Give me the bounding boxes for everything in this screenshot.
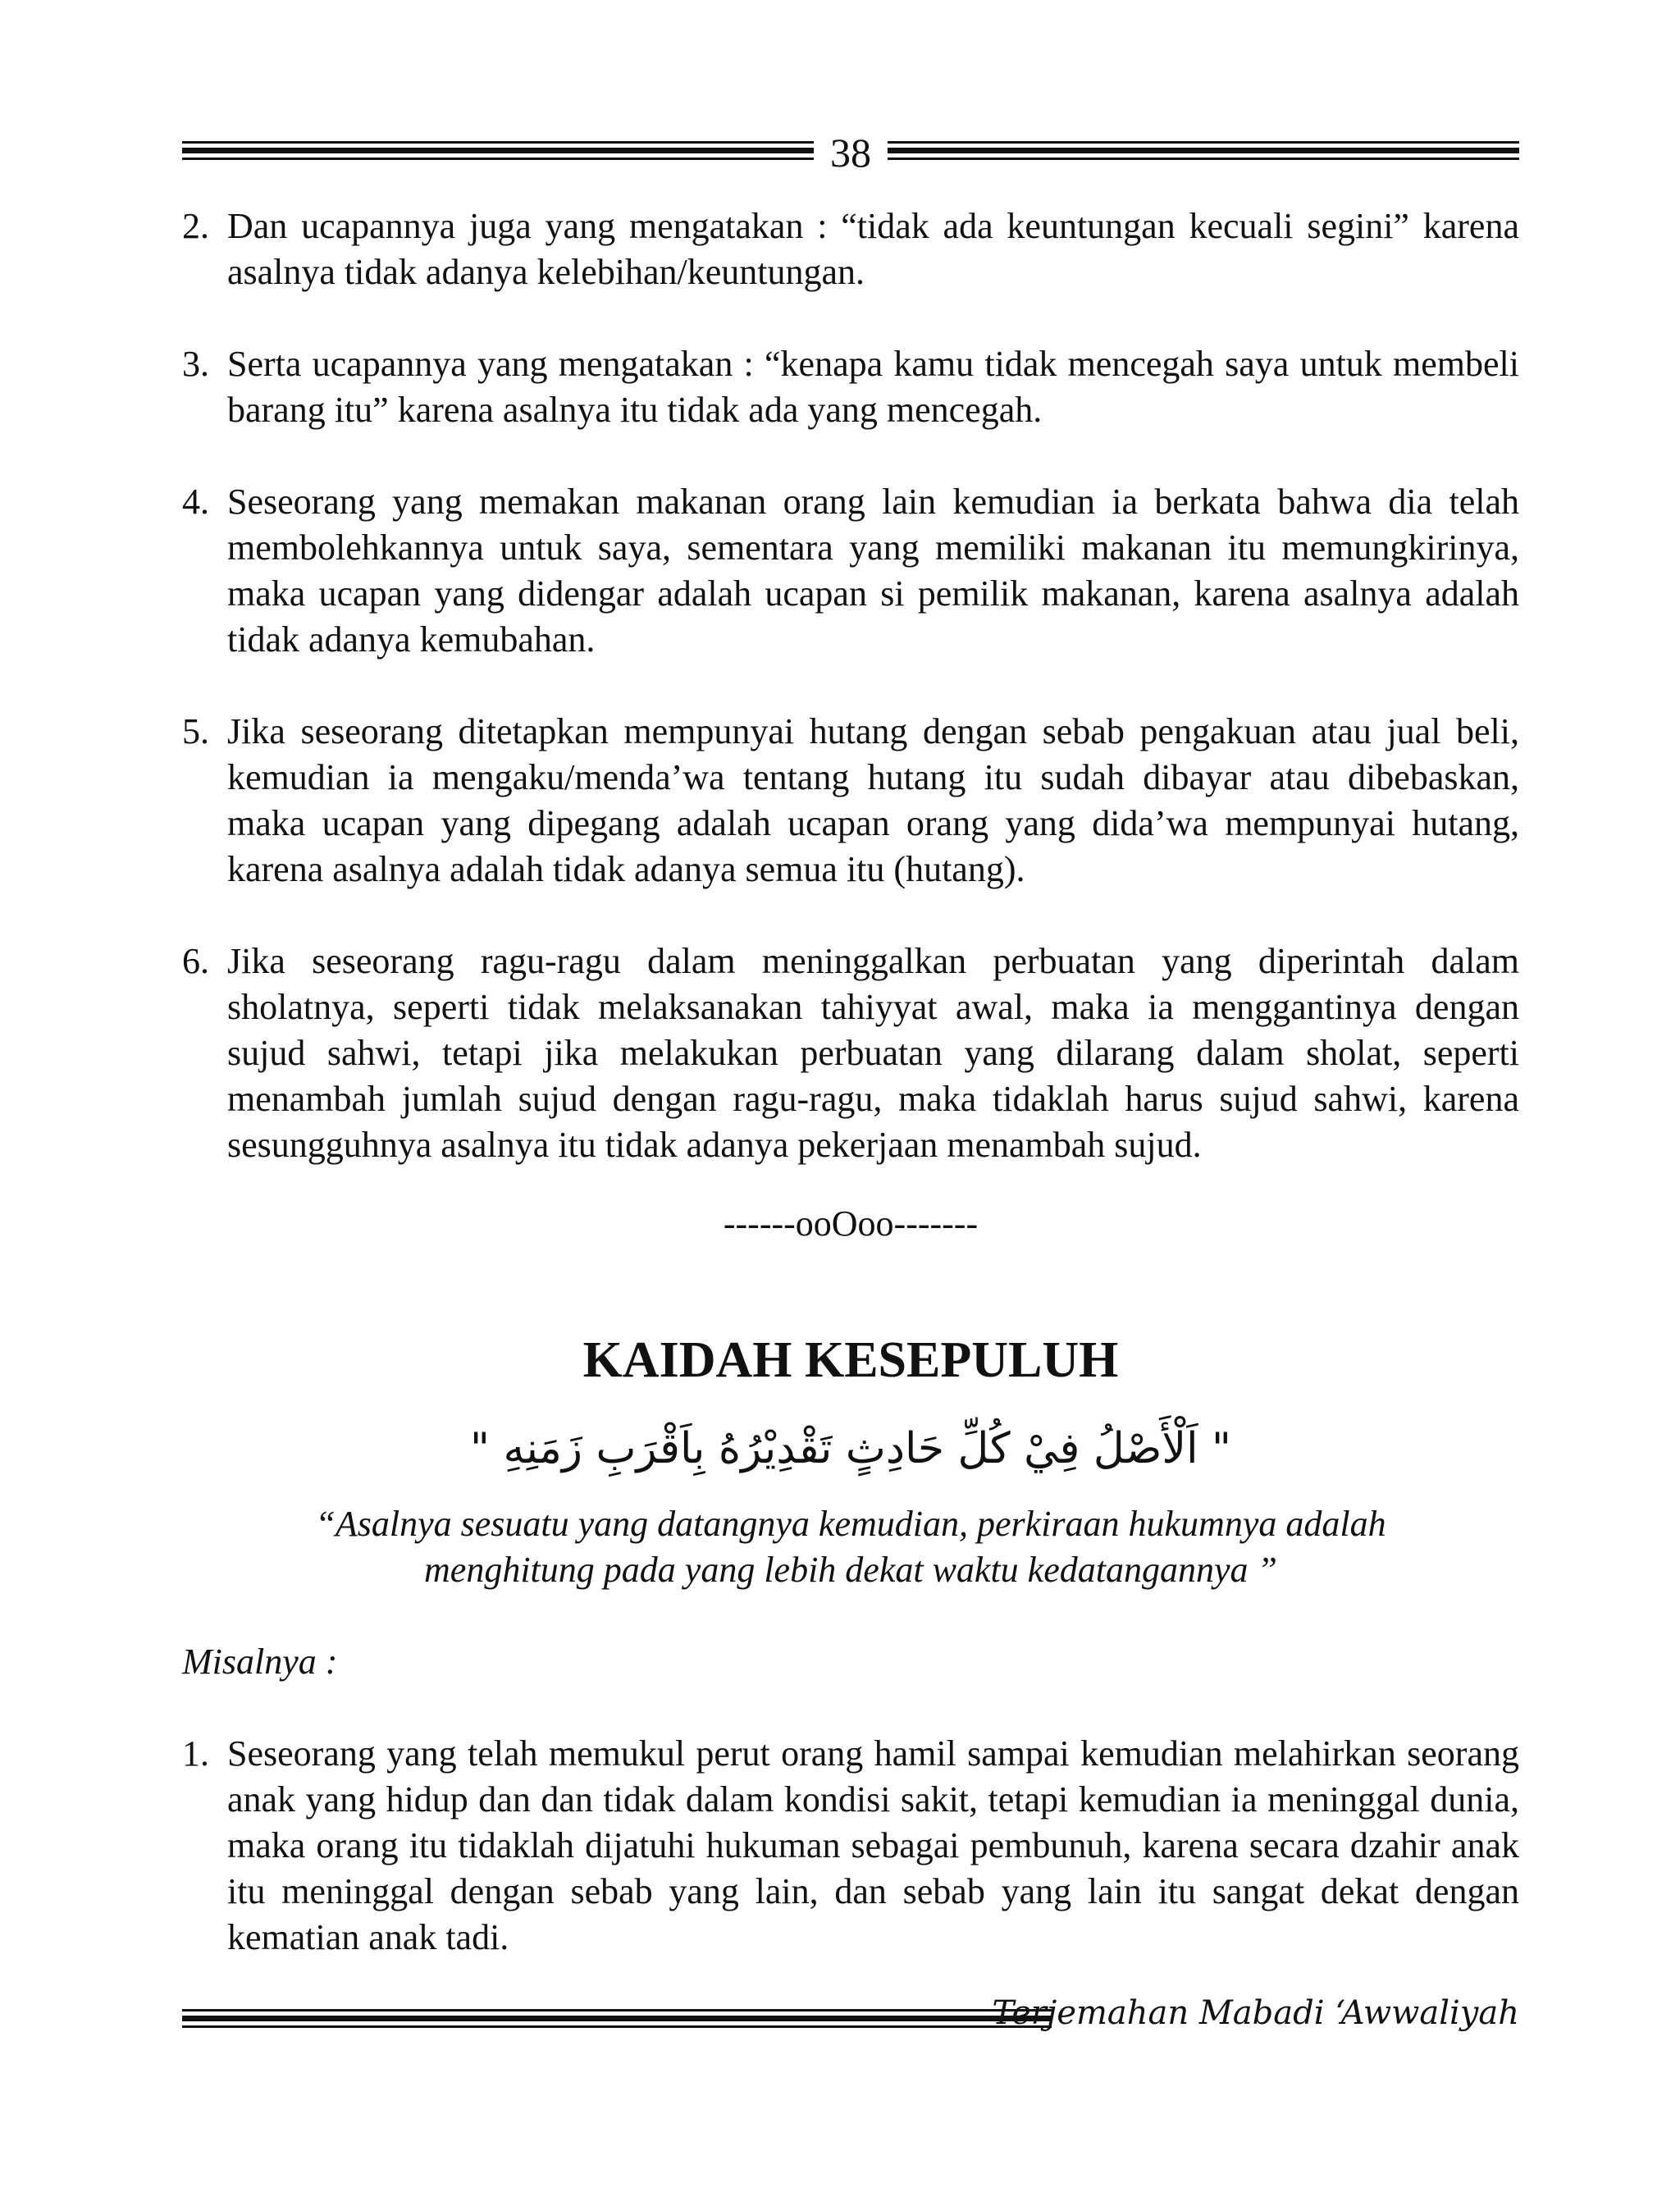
header-rule — [182, 130, 1519, 176]
list-item-text: Seseorang yang telah memukul perut orang hamil sampai kemudian melahirkan seorang anak yang hidup dan dan tidak dalam kondisi sakit, tetapi kemudian ia meninggal dunia, maka orang itu tidaklah dijatuhi hukuman sebagai pembunuh, karena secara dzahir anak itu meninggal dengan sebab yang lain, dan sebab yang lain itu sangat dekat dengan kematian anak tadi. — [227, 1733, 1519, 1957]
footer — [182, 1994, 1519, 2039]
list-item-text: Seseorang yang memakan makanan orang lain kemudian ia berkata bahwa dia telah membolehkannya untuk saya, sementara yang memiliki makanan itu memungkirinya, maka ucapan yang didengar adalah ucapan si pemilik makanan, karena asalnya adalah tidak adanya kemubahan. — [227, 482, 1519, 660]
list-item-number: 6. — [182, 941, 209, 981]
page-number: 38 — [830, 130, 871, 176]
translation-line-1: “Asalnya sesuatu yang datangnya kemudian, perkiraan hukumnya adalah — [315, 1504, 1386, 1544]
example-item-1 — [182, 1731, 1519, 1961]
list-item-text: Serta ucapannya yang mengatakan : “kenapa kamu tidak mencegah saya untuk membeli barang itu” karena asalnya itu tidak ada yang mencegah. — [227, 344, 1519, 430]
header-rule-right — [888, 141, 1519, 161]
list-item-2 — [182, 203, 1519, 295]
list-item-5 — [182, 709, 1519, 893]
list-item-text: Jika seseorang ditetapkan mempunyai hutang dengan sebab pengakuan atau jual beli, kemudian ia mengaku/menda’wa tentang hutang itu sudah dibayar atau dibebaskan, maka ucapan yang dipegang adalah ucapan orang yang dida’wa mempunyai hutang, karena asalnya adalah tidak adanya semua itu (hutang). — [227, 711, 1519, 889]
footer-book-title: Terjemahan Mabadi ‘Awwaliyah — [992, 1994, 1519, 2032]
list-item-text: Dan ucapannya juga yang mengatakan : “tidak ada keuntungan kecuali segini” karena asalnya tidak adanya kelebihan/keuntungan. — [227, 206, 1519, 292]
list-item-text: Jika seseorang ragu-ragu dalam meninggalkan perbuatan yang diperintah dalam sholatnya, seperti tidak melaksanakan tahiyyat awal, maka ia menggantinya dengan sujud sahwi, tetapi jika melakukan perbuatan yang dilarang dalam sholat, seperti menambah jumlah sujud dengan ragu-ragu, maka tidaklah harus sujud sahwi, karena sesungguhnya asalnya itu tidak adanya pekerjaan menambah sujud. — [227, 941, 1519, 1165]
list-item-number: 5. — [182, 711, 209, 751]
list-item-number: 3. — [182, 344, 209, 384]
translation-line-2: menghitung pada yang lebih dekat waktu kedatangannya ” — [424, 1550, 1277, 1590]
section-heading: KAIDAH KESEPULUH — [582, 1332, 1119, 1388]
section-divider: ------ooOoo------- — [723, 1203, 979, 1244]
list-item-number: 1. — [182, 1733, 209, 1774]
example-label: Misalnya : — [182, 1642, 338, 1682]
arabic-rule-text: " اَلْأَصْلُ فِيْ كُلِّ حَادِثٍ تَقْدِيْرُهُ بِاَقْرَبِ زَمَنِهِ " — [470, 1424, 1231, 1473]
rule-translation — [182, 1501, 1519, 1593]
page-content — [182, 203, 1519, 1961]
list-item-number: 2. — [182, 206, 209, 246]
list-item-number: 4. — [182, 482, 209, 522]
list-item-3 — [182, 341, 1519, 433]
footer-rule — [182, 2009, 1052, 2029]
list-item-6 — [182, 938, 1519, 1168]
list-item-4 — [182, 479, 1519, 663]
